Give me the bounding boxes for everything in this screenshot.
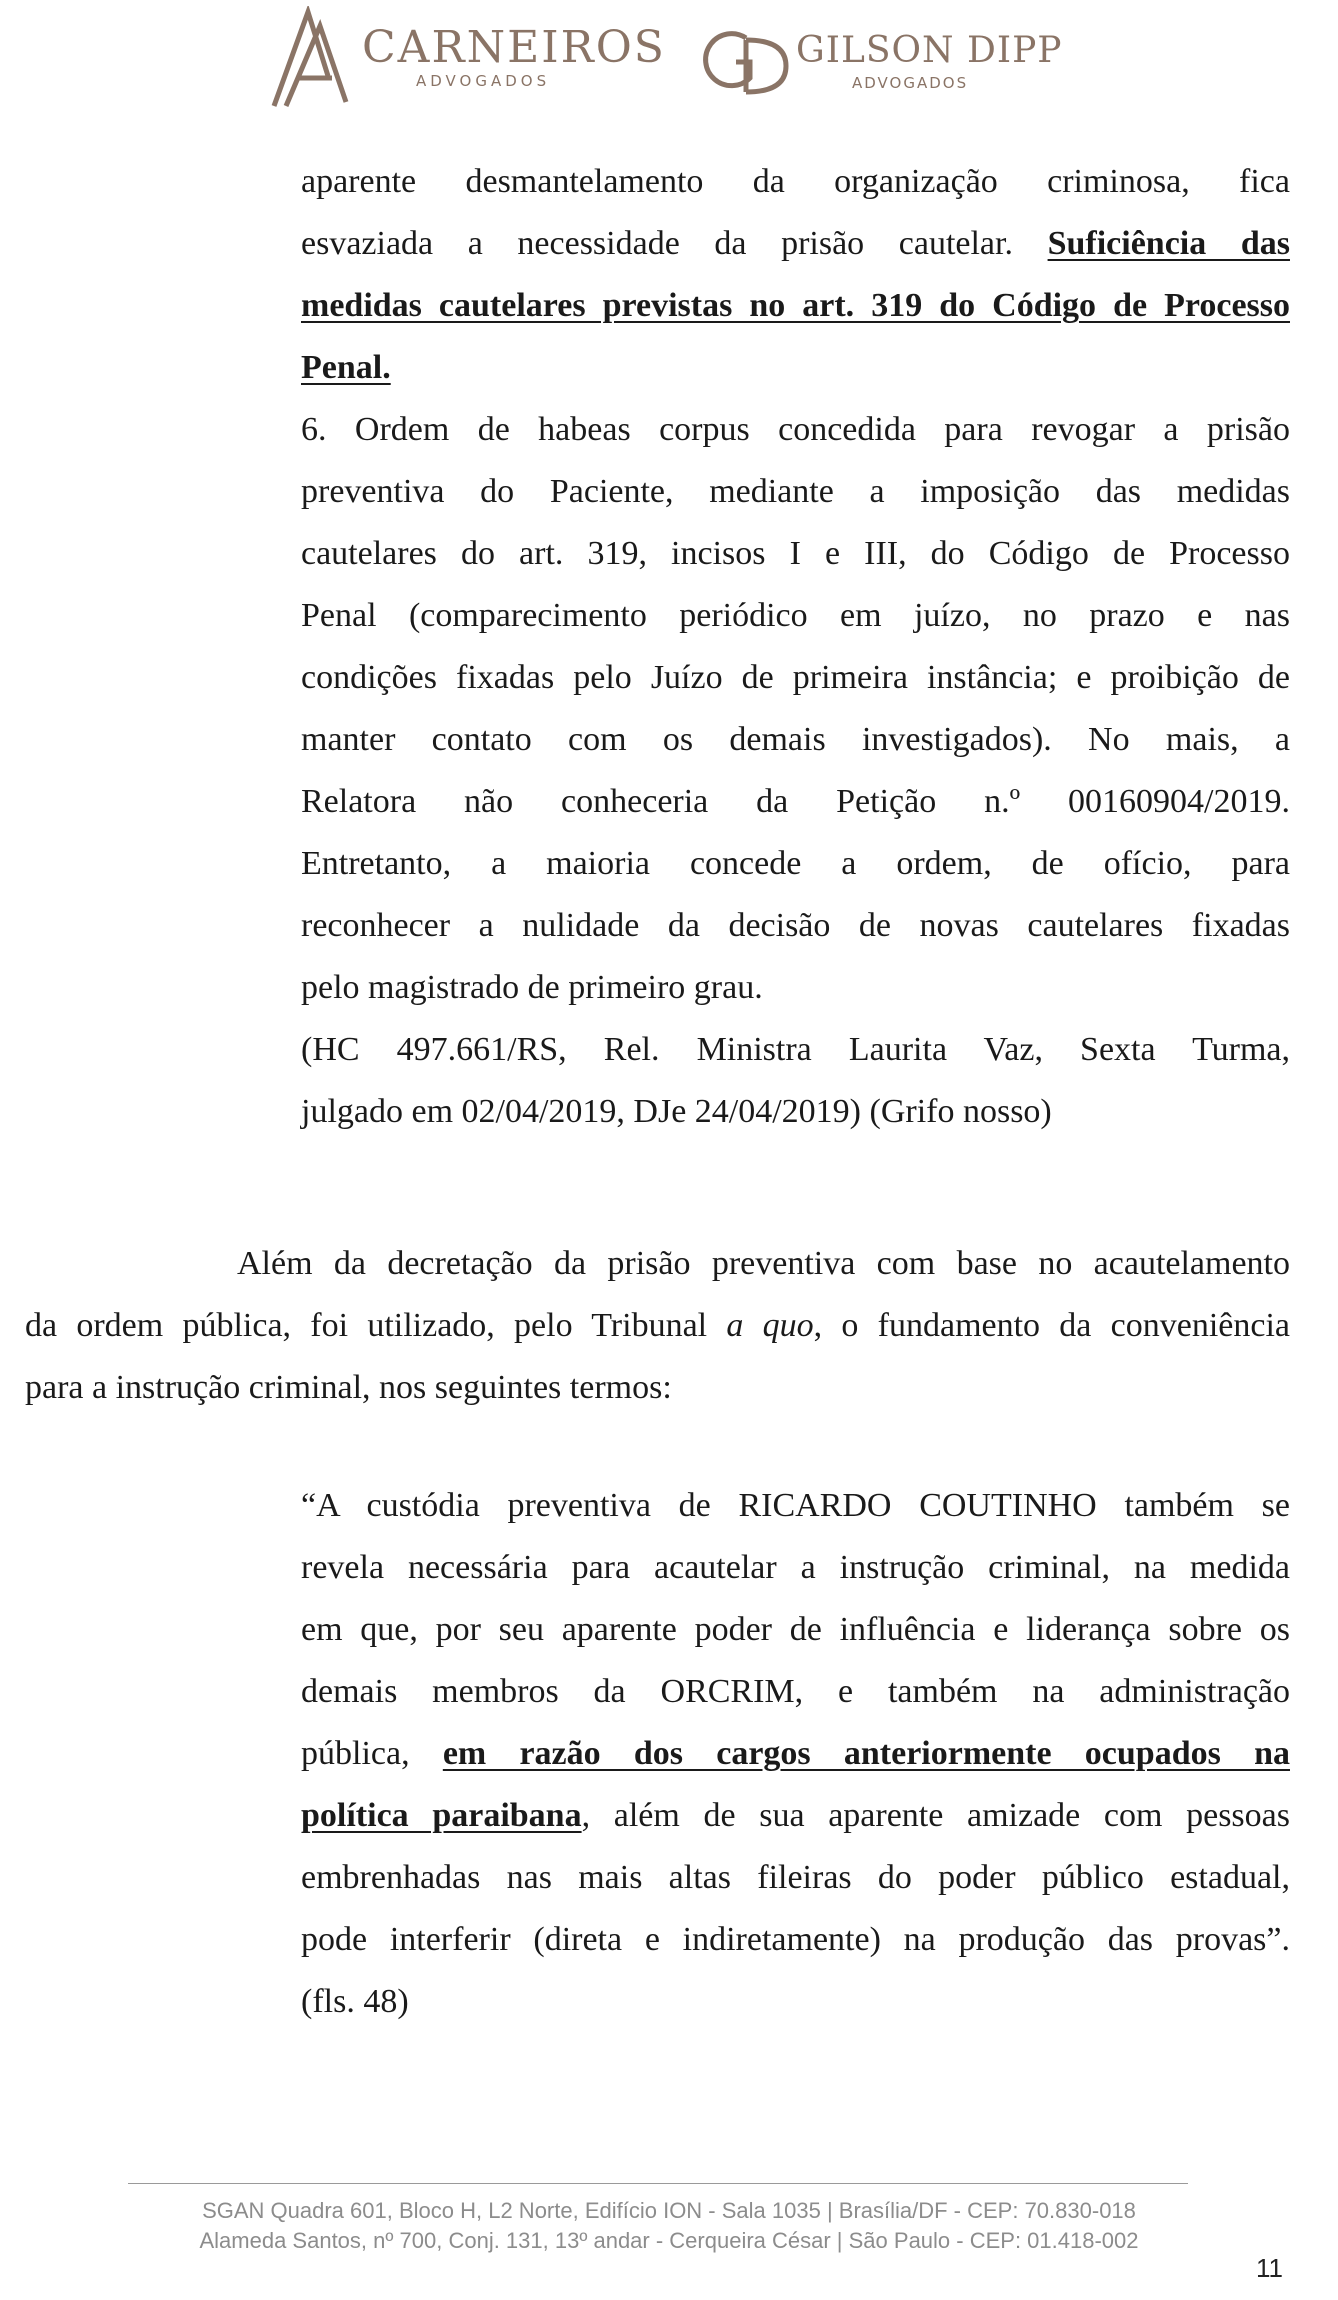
quote1-line: reconhecer a nulidade da decisão de novas cautelares fixadas [301,907,1290,944]
carneiros-logo-name: CARNEIROS [362,22,666,73]
quote2-line: pode interferir (direta e indiretamente) na produção das provas”. [301,1921,1290,1958]
quote1-line: 6. Ordem de habeas corpus concedida para revogar a prisão [301,411,1290,448]
footer-address-brasilia: SGAN Quadra 601, Bloco H, L2 Norte, Edifício ION - Sala 1035 | Brasília/DF - CEP: 70.830-018 [202,2198,1136,2223]
quote1-line: Relatora não conheceria da Petição n.º 00160904/2019. [301,783,1290,820]
quote2-citation: (fls. 48) [301,1983,409,2020]
body-text: da ordem pública, foi utilizado, pelo Tribunal [25,1307,727,1344]
citation-line: julgado em 02/04/2019, DJe 24/04/2019) (Grifo nosso) [301,1093,1052,1130]
quote1-line [301,213,1290,275]
gilson-dipp-logo-name: GILSON DIPP [796,30,1063,71]
carneiros-logo-sub: ADVOGADOS [416,72,551,90]
quote2-line: “A custódia preventiva de RICARDO COUTINHO também se [301,1487,1290,1524]
gilson-dipp-logo-sub: ADVOGADOS [852,74,969,92]
quote1-line: cautelares do art. 319, incisos I e III, do Código de Processo [301,535,1290,572]
body-line [25,1295,1290,1357]
body-text: , o fundamento da conveniência [813,1307,1291,1344]
quote2-text: , além de sua aparente amizade com pessoas [581,1797,1290,1834]
carneiros-monogram-icon [268,6,358,111]
quote1-line: preventiva do Paciente, mediante a imposição das medidas [301,473,1290,510]
body-line: para a instrução criminal, nos seguintes termos: [25,1369,672,1406]
quote1-line: condições fixadas pelo Juízo de primeira instância; e proibição de [301,659,1290,696]
quote1-text: esvaziada a necessidade da prisão cautelar. [301,225,1048,262]
quote1-emphasis-line [301,337,1290,399]
quote2-text: pública, [301,1735,443,1772]
quote2-emphasis: em razão dos cargos anteriormente ocupados na [442,1735,1290,1772]
quote2-line [301,1723,1290,1785]
quote2-emphasis: política paraibana [301,1797,582,1834]
footer-address-sao-paulo: Alameda Santos, nº 700, Conj. 131, 13º andar - Cerqueira César | São Paulo - CEP: 01.418-002 [199,2228,1139,2253]
quote2-line [301,1785,1290,1847]
quote2-line: demais membros da ORCRIM, e também na administração [301,1673,1290,1710]
citation-line: (HC 497.661/RS, Rel. Ministra Laurita Vaz, Sexta Turma, [301,1031,1290,1068]
footer-divider [128,2183,1188,2184]
quote2-line: revela necessária para acautelar a instrução criminal, na medida [301,1549,1290,1586]
quote1-emphasis-line: medidas cautelares previstas no art. 319 do Código de Processo [301,287,1290,324]
quote1-line: Penal (comparecimento periódico em juízo, no prazo e nas [301,597,1290,634]
quote1-line: pelo magistrado de primeiro grau. [301,969,763,1006]
quote2-line: embrenhadas nas mais altas fileiras do poder público estadual, [301,1859,1290,1896]
quote1-line: aparente desmantelamento da organização criminosa, fica [301,163,1290,200]
quote1-emphasis: Penal. [301,349,391,386]
body-line: Além da decretação da prisão preventiva com base no acautelamento [237,1245,1290,1282]
gilson-dipp-monogram-icon [702,26,790,96]
quote1-emphasis: Suficiência das [1047,225,1290,262]
latin-term: a quo [726,1307,814,1344]
page-number: 11 [1256,2253,1283,2283]
quote1-line: Entretanto, a maioria concede a ordem, de ofício, para [301,845,1290,882]
quote2-line: em que, por seu aparente poder de influência e liderança sobre os [301,1611,1290,1648]
letterhead [0,0,1338,120]
quote1-line: manter contato com os demais investigados). No mais, a [301,721,1290,758]
